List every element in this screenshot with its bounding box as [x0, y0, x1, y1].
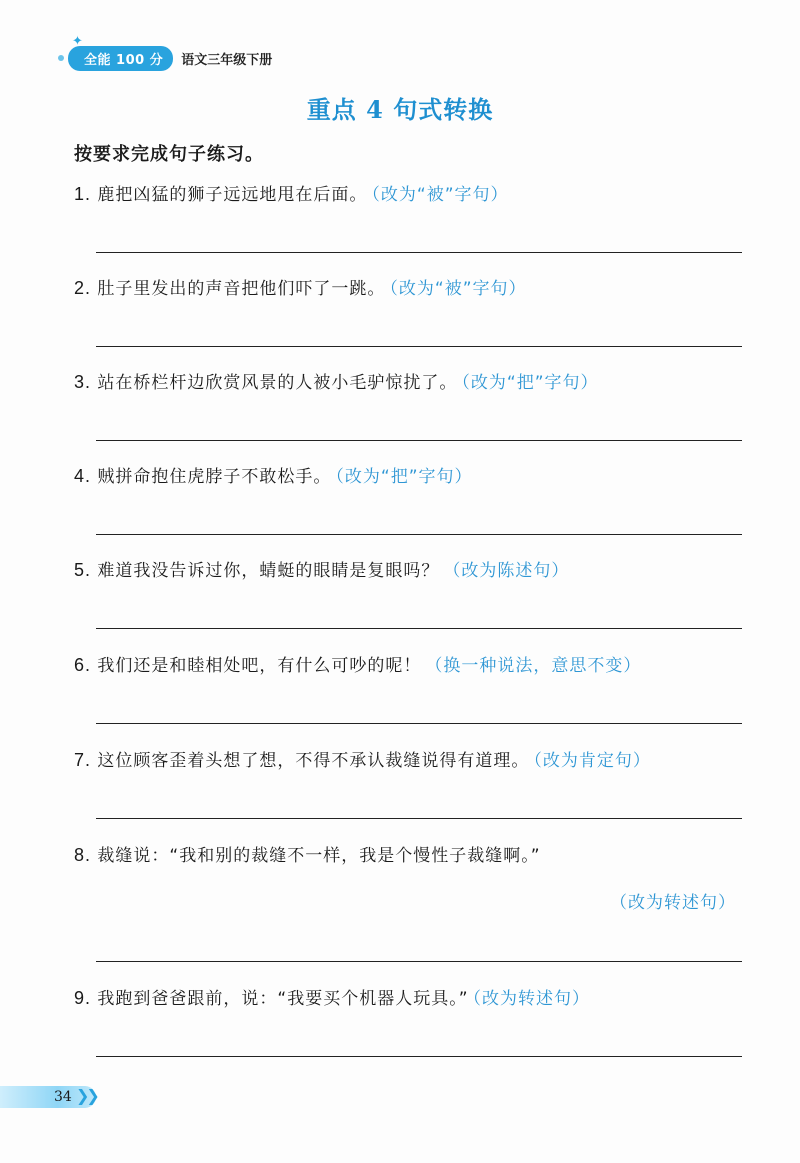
book-title: 语文三年级下册: [181, 52, 273, 68]
question-2: [74, 274, 527, 299]
question-7: [74, 746, 651, 771]
series-badge: 全能 100 分: [68, 46, 173, 71]
question-4: [74, 462, 473, 487]
page-number: 34: [54, 1089, 72, 1105]
question-hint: （改为陈述句）: [443, 561, 570, 581]
question-9: [74, 984, 590, 1009]
question-text: 我们还是和睦相处吧，有什么可吵的呢！: [97, 656, 422, 676]
answer-line-1[interactable]: [96, 252, 742, 253]
question-text: 我跑到爸爸跟前，说：“我要买个机器人玩具。”: [97, 989, 469, 1009]
answer-line-6[interactable]: [96, 723, 742, 724]
answer-line-7[interactable]: [96, 818, 742, 819]
answer-line-8[interactable]: [96, 961, 742, 962]
question-number: 1.: [74, 184, 92, 204]
question-text: 鹿把凶猛的狮子远远地甩在后面。: [97, 185, 368, 205]
answer-line-4[interactable]: [96, 534, 742, 535]
question-number: 9.: [74, 988, 92, 1008]
book-header: [58, 34, 273, 72]
chevron-right-icon: ❯❯: [76, 1086, 97, 1105]
question-text: 难道我没告诉过你，蜻蜓的眼睛是复眼吗？: [97, 561, 440, 581]
star-icon: ✦: [72, 34, 83, 49]
answer-line-5[interactable]: [96, 628, 742, 629]
question-1: [74, 180, 509, 205]
question-8: [74, 841, 541, 866]
answer-line-3[interactable]: [96, 440, 742, 441]
question-hint: （换一种说法，意思不变）: [425, 656, 642, 676]
question-text: 肚子里发出的声音把他们吓了一跳。: [97, 279, 386, 299]
question-text: 裁缝说：“我和别的裁缝不一样，我是个慢性子裁缝啊。”: [97, 846, 541, 866]
question-hint: （改为转述句）: [472, 989, 591, 1009]
question-number: 3.: [74, 372, 92, 392]
question-text: 站在桥栏杆边欣赏风景的人被小毛驴惊扰了。: [97, 373, 458, 393]
question-hint: （改为肯定句）: [533, 751, 651, 771]
question-hint: （改为“被”字句）: [389, 279, 527, 299]
section-title: 重点 4 句式转换: [306, 95, 494, 124]
question-number: 7.: [74, 750, 92, 770]
question-6: [74, 651, 641, 676]
question-text: 这位顾客歪着头想了想，不得不承认裁缝说得有道理。: [97, 751, 530, 771]
question-hint: （改为转述句）: [610, 893, 736, 913]
question-hint: （改为“被”字句）: [371, 185, 509, 205]
question-text: 贼拼命抱住虎脖子不敢松手。: [97, 467, 332, 487]
answer-line-2[interactable]: [96, 346, 742, 347]
question-number: 6.: [74, 655, 92, 675]
question-hint: （改为“把”字句）: [461, 373, 599, 393]
question-number: 4.: [74, 466, 92, 486]
question-number: 2.: [74, 278, 92, 298]
dot-icon: [58, 55, 64, 61]
question-hint: （改为“把”字句）: [335, 467, 473, 487]
instruction: 按要求完成句子练习。: [74, 144, 264, 165]
question-3: [74, 368, 599, 393]
question-number: 8.: [74, 845, 92, 865]
question-number: 5.: [74, 560, 92, 580]
answer-line-9[interactable]: [96, 1056, 742, 1057]
question-5: [74, 556, 569, 581]
